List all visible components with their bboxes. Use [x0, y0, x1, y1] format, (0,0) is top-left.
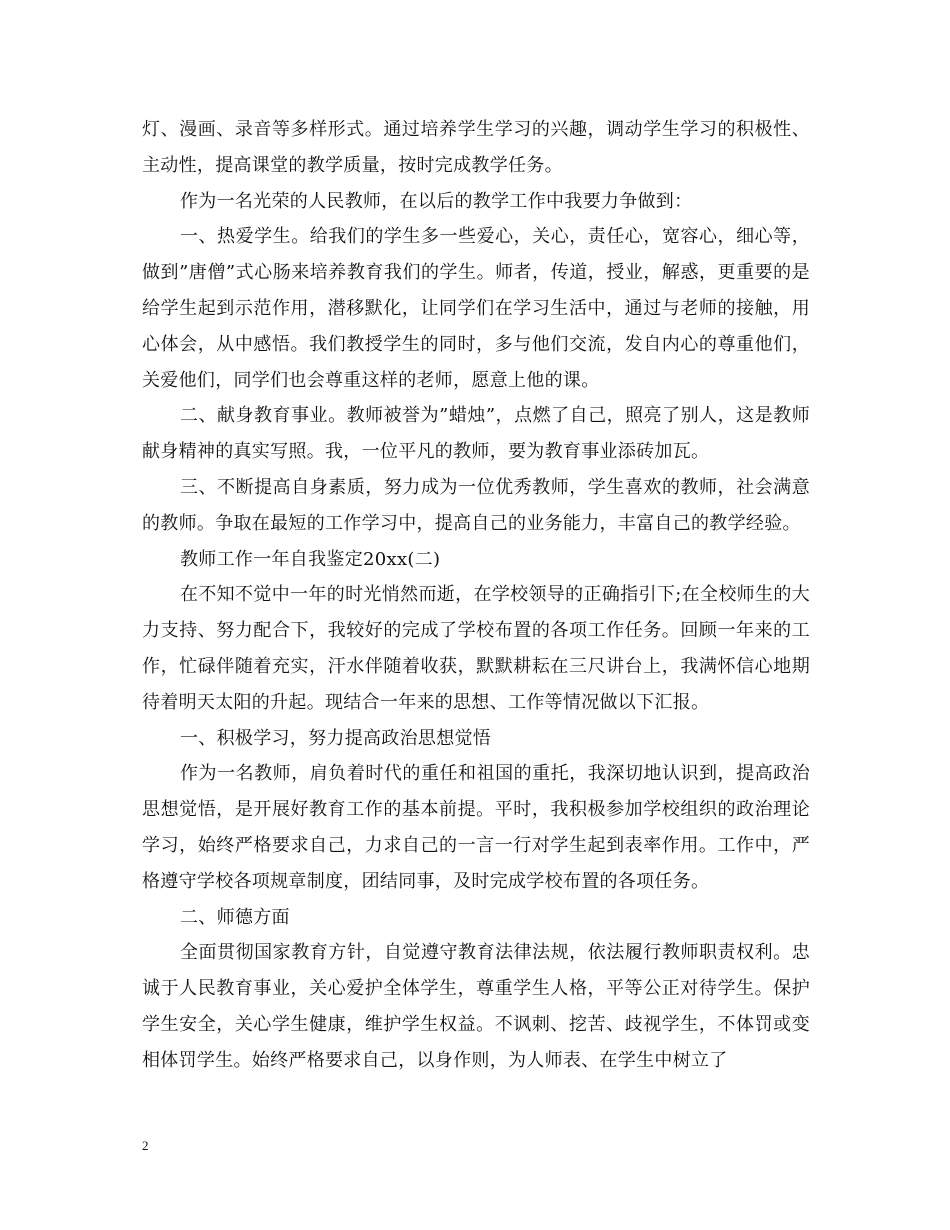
paragraph-1: 灯、漫画、录音等多样形式。通过培养学生学习的兴趣，调动学生学习的积极性、主动性，提高课堂的教学质量，按时完成教学任务。	[142, 119, 810, 176]
paragraph-4: 二、献身教育事业。教师被誉为”蜡烛”，点燃了自己，照亮了别人，这是教师献身精神的真实写照。我，一位平凡的教师，要为教育事业添砖加瓦。	[142, 405, 810, 463]
document-body	[142, 112, 810, 1079]
paragraph-5: 三、不断提高自身素质，努力成为一位优秀教师，学生喜欢的教师，社会满意的教师。争取在最短的工作学习中，提高自己的业务能力，丰富自己的教学经验。	[142, 476, 810, 534]
paragraph-3: 一、热爱学生。给我们的学生多一些爱心，关心，责任心，宽容心，细心等，做到”唐僧”式心肠来培养教育我们的学生。师者，传道，授业，解惑，更重要的是给学生起到示范作用，潜移默化，让同学们在学习生活中，通过与老师的接触，用心体会，从中感悟。我们教授学生的同时，多与他们交流，发自内心的尊重他们，关爱他们，同学们也会尊重这样的老师，愿意上他的课。	[142, 226, 810, 391]
section-heading-2: 教师工作一年自我鉴定20xx(二)	[180, 548, 441, 570]
subheading-political-study: 一、积极学习，努力提高政治思想觉悟	[180, 727, 492, 749]
subheading-teacher-ethics: 二、师德方面	[180, 906, 290, 928]
paragraph-9: 作为一名教师，肩负着时代的重任和祖国的重托，我深切地认识到，提高政治思想觉悟，是开展好教育工作的基本前提。平时，我积极参加学校组织的政治理论学习，始终严格要求自己，力求自己的一言一行对学生起到表率作用。工作中，严格遵守学校各项规章制度，团结同事，及时完成学校布置的各项任务。	[142, 763, 810, 892]
paragraph-7: 在不知不觉中一年的时光悄然而逝，在学校领导的正确指引下;在全校师生的大力支持、努力配合下，我较好的完成了学校布置的各项工作任务。回顾一年来的工作，忙碌伴随着充实，汗水伴随着收获，默默耕耘在三尺讲台上，我满怀信心地期待着明天太阳的升起。现结合一年来的思想、工作等情况做以下汇报。	[142, 584, 810, 713]
paragraph-2: 作为一名光荣的人民教师，在以后的教学工作中我要力争做到：	[180, 190, 693, 212]
page-number: 2	[142, 1138, 149, 1153]
paragraph-11: 全面贯彻国家教育方针，自觉遵守教育法律法规，依法履行教师职责权利。忠诚于人民教育事业，关心爱护全体学生，尊重学生人格，平等公正对待学生。保护学生安全，关心学生健康，维护学生权益。不讽刺、挖苦、歧视学生，不体罚或变相体罚学生。始终严格要求自己，以身作则，为人师表、在学生中树立了	[142, 942, 810, 1071]
